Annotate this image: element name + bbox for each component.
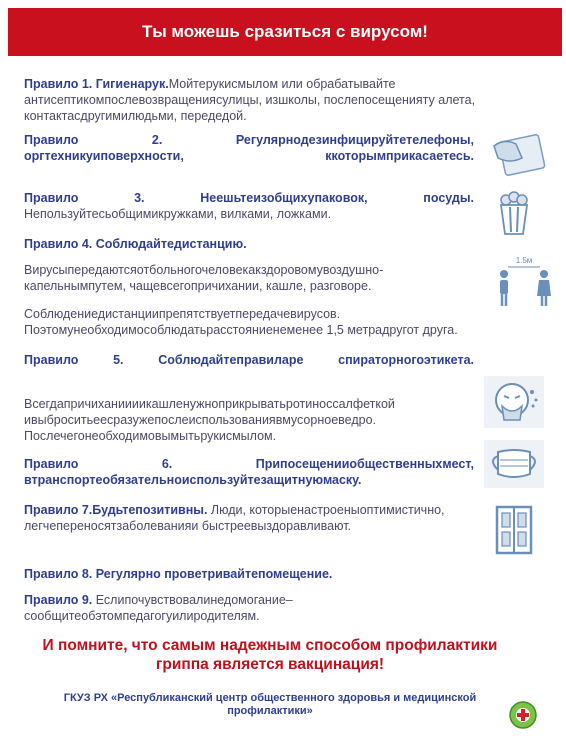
rule-6-title: Правило 6. Припосещенииобщественныхмест, втранспортеобязательноиспользуйтезащитнуюмаску.	[24, 457, 474, 487]
wipe-phone-icon	[488, 128, 550, 182]
header-title: Ты можешь сразиться с вирусом!	[142, 22, 428, 41]
rule-4	[24, 236, 474, 252]
rule-3-body: Непользуйтесьобщимикружками, вилками, ложками.	[24, 207, 332, 221]
rule-8	[24, 566, 474, 582]
rule-4-body-1: Вирусыпередаютсяотбольногочеловекакздоровомувоздушно-капельнымпутем, чащевсегопричихании, кашле, разговоре.	[24, 263, 384, 293]
rule-9-body: Еслипочувствовалинедомогание– сообщитеобэтомпедагогуилиродителям.	[24, 593, 293, 623]
rule-7	[24, 502, 474, 534]
rule-1	[24, 76, 484, 124]
rule-7-title: Правило 7.Будьтепозитивны.	[24, 503, 208, 517]
face-mask-icon	[484, 440, 544, 488]
rule-7-body: Люди, которыенастроеныоптимистично, легчепереносятзаболеванияи быстреевыздоравливают.	[24, 503, 445, 533]
rule-4-title: Правило 4. Соблюдайтедистанцию.	[24, 237, 247, 251]
rule-1-body: Мойтерукисмылом или обрабатывайте антисептикомпослевозвращениясулицы, изшколы, послепосещенияту алета, контактасдругимилюдьми, передедой.	[24, 77, 476, 123]
rule-5-body: Всегдапричиханиииикашленужноприкрыватьротиноссалфеткой ивыброситьеесразужепослеиспользованиявмусорноеведро. Послечегонеобходимовымытьрукисмылом.	[24, 397, 395, 443]
rule-4-body-2: Соблюдениедистанциипрепятствуетпередачевирусов. Поэтомунеобходимособлюдатьрасстояниенеменее 1,5 метрадругот друга.	[24, 307, 458, 337]
distance-label: 1.5м	[515, 256, 533, 265]
vaccination-reminder: И помните, что самым надежным способом профилактики гриппа является вакцинация!	[42, 637, 498, 673]
rule-2	[24, 132, 474, 164]
rule-5	[24, 352, 474, 368]
rule-8-title: Правило 8. Регулярно проветривайтепомещение.	[24, 567, 333, 581]
rule-2-title: Правило 2. Регулярнодезинфицируйтетелефоны, оргтехникуиповерхности, ккоторымприкасаетесь.	[24, 133, 474, 163]
rule-5-title: Правило 5. Соблюдайтеправиларе спираторногоэтикета.	[24, 353, 474, 367]
sneeze-face-icon	[484, 376, 544, 428]
rule-3	[24, 190, 474, 222]
social-distance-icon	[494, 254, 554, 308]
window-icon	[494, 504, 534, 556]
rule-9-title: Правило 9.	[24, 593, 93, 607]
rule-6	[24, 456, 474, 488]
logo-icon	[508, 700, 538, 730]
rule-3-title: Правило 3. Неешьтеизобщихупаковок, посуды.	[24, 191, 474, 205]
organization-name: ГКУЗ РХ «Республиканский центр общественного здоровья и медицинской профилактики»	[63, 692, 477, 717]
header-banner	[8, 8, 562, 56]
popcorn-box-icon	[494, 190, 534, 236]
rule-1-title: Правило 1. Гигиенарук.	[24, 77, 169, 91]
rule-9	[24, 592, 474, 624]
